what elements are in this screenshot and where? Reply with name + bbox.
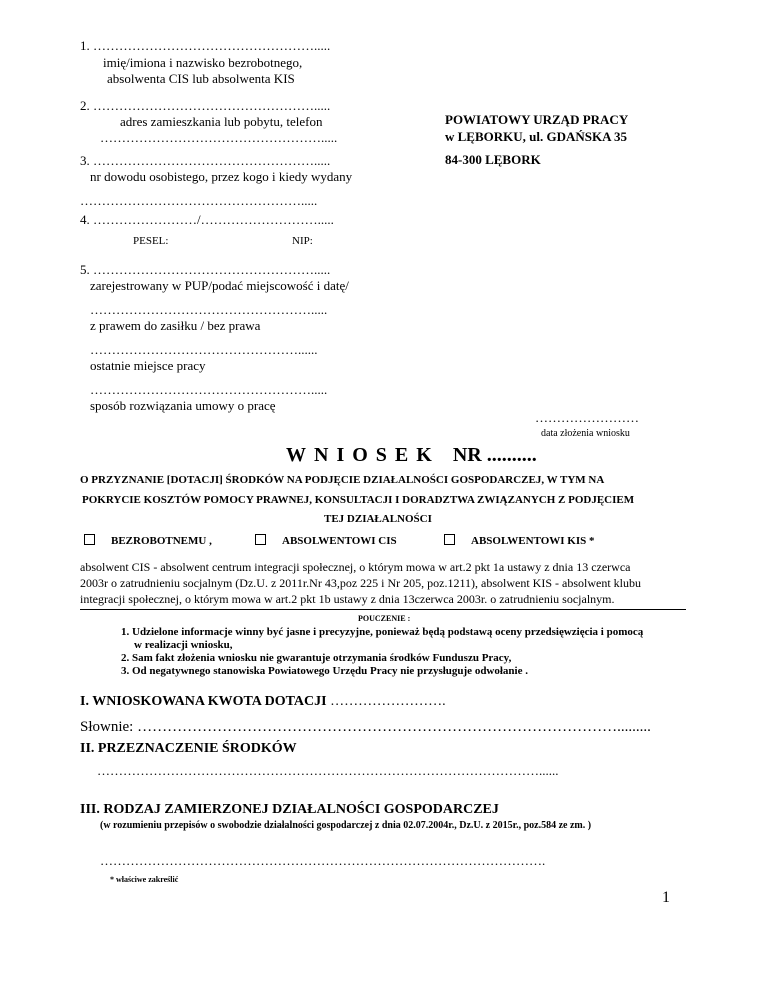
field-id-dots[interactable]: 3. ……………………………………………..... xyxy=(80,153,331,168)
section-3-heading: III. RODZAJ ZAMIERZONEJ DZIAŁALNOŚCI GOSPODARCZEJ xyxy=(80,802,499,817)
notice-point-1: 1. Udzielone informacje winny być jasne i precyzyjne, ponieważ będą podstawą oceny przedsięwzięcia i pomocą xyxy=(121,626,644,638)
checkbox-unemployed-label: BEZROBOTNEMU , xyxy=(111,535,212,547)
subtitle-line-3: TEJ DZIAŁALNOŚCI xyxy=(324,513,432,525)
form-number: NR .......... xyxy=(452,444,537,466)
notice-point-2: 2. Sam fakt złożenia wniosku nie gwarantuje otrzymania środków Funduszu Pracy, xyxy=(121,652,512,664)
field-benefit-dots[interactable]: ……………………………………………..... xyxy=(90,302,328,317)
field-name-label: imię/imiona i nazwisko bezrobotnego, xyxy=(103,55,303,70)
field-address-dots-2[interactable]: ……………………………………………..... xyxy=(100,130,338,145)
form-title xyxy=(286,444,537,467)
divider xyxy=(80,609,686,610)
nip-label: NIP: xyxy=(292,235,313,247)
field-termination-label: sposób rozwiązania umowy o pracę xyxy=(90,398,276,413)
form-title-word: WNIOSEK xyxy=(286,444,440,466)
checkbox-icon[interactable] xyxy=(444,534,455,545)
footnote: * właściwe zakreślić xyxy=(110,875,179,884)
submission-date-dots[interactable]: …………………… xyxy=(535,410,639,425)
office-name: POWIATOWY URZĄD PRACY xyxy=(445,112,629,127)
checkbox-kis-label: ABSOLWENTOWI KIS * xyxy=(471,535,595,547)
amount-in-words-field[interactable]: Słownie: ……………………………………………………………………………………......... xyxy=(80,719,651,735)
field-termination-dots[interactable]: ……………………………………………..... xyxy=(90,382,328,397)
section-1-label: I. WNIOSKOWANA KWOTA DOTACJI xyxy=(80,694,327,709)
section-1-amount-dots[interactable]: ……………………. xyxy=(330,694,446,709)
field-address-dots[interactable]: 2. ……………………………………………..... xyxy=(80,98,331,113)
office-address: w LĘBORKU, ul. GDAŃSKA 35 xyxy=(445,129,628,144)
checkbox-unemployed[interactable] xyxy=(84,534,212,547)
checkbox-cis-label: ABSOLWENTOWI CIS xyxy=(282,535,397,547)
field-pesel-nip-dots[interactable]: 4. ……………………/………………………..... xyxy=(80,212,334,227)
field-address-label: adres zamieszkania lub pobytu, telefon xyxy=(120,114,323,129)
notice-heading: POUCZENIE : xyxy=(358,614,411,623)
section-2-heading: II. PRZEZNACZENIE ŚRODKÓW xyxy=(80,741,297,756)
page-number: 1 xyxy=(662,889,670,906)
field-id-label: nr dowodu osobistego, przez kogo i kiedy wydany xyxy=(90,169,353,184)
section-1-heading xyxy=(80,694,446,710)
pesel-label: PESEL: xyxy=(133,235,169,247)
checkbox-cis[interactable] xyxy=(255,534,397,547)
subtitle-line-2: POKRYCIE KOSZTÓW POMOCY PRAWNEJ, KONSULTACJI I DORADZTWA ZWIĄZANYCH Z PODJĘCIEM xyxy=(82,494,635,506)
notice-point-1-cont: w realizacji wniosku, xyxy=(134,639,233,651)
field-name-label-2: absolwenta CIS lub absolwenta KIS xyxy=(107,71,295,86)
field-benefit-label: z prawem do zasiłku / bez prawa xyxy=(90,318,261,333)
subtitle-line-1: O PRZYZNANIE [DOTACJI] ŚRODKÓW NA PODJĘCIE DZIAŁALNOŚCI GOSPODARCZEJ, W TYM NA xyxy=(80,474,605,486)
submission-date-label: data złożenia wniosku xyxy=(541,428,630,439)
definitions-line-3: integracji społecznej, o którym mowa w art.2 pkt 1b ustawy z dnia 13czerwca 2003r. o zatrudnieniu socjalnym. xyxy=(80,592,615,606)
field-registered-dots[interactable]: 5. ……………………………………………..... xyxy=(80,262,331,277)
section-2-dots[interactable]: …………………………………………………………………………………………...... xyxy=(97,763,559,778)
notice-point-3: 3. Od negatywnego stanowiska Powiatowego Urzędu Pracy nie przysługuje odwołanie . xyxy=(121,665,528,677)
field-id-dots-2[interactable]: ……………………………………………..... xyxy=(80,193,318,208)
definitions-line-2: 2003r o zatrudnieniu socjalnym (Dz.U. z 2011r.Nr 43,poz 225 i Nr 205, poz.1211), absolwent KIS - absolwent klubu xyxy=(80,576,642,590)
office-postal: 84-300 LĘBORK xyxy=(445,152,541,167)
section-3-dots[interactable]: …………………………………………………………………………………………. xyxy=(100,853,546,868)
definitions-line-1: absolwent CIS - absolwent centrum integracji społecznej, o którym mowa w art.2 pkt 1a ustawy z dnia 13 czerwca xyxy=(80,560,631,574)
field-name-dots[interactable]: 1. ……………………………………………..... xyxy=(80,38,331,53)
section-3-note: (w rozumieniu przepisów o swobodzie działalności gospodarczej z dnia 02.07.2004r., Dz.U. z 2015r., poz.584 ze zm. ) xyxy=(100,820,592,831)
checkbox-icon[interactable] xyxy=(255,534,266,545)
checkbox-kis[interactable] xyxy=(444,534,595,547)
checkbox-icon[interactable] xyxy=(84,534,95,545)
field-registered-label: zarejestrowany w PUP/podać miejscowość i datę/ xyxy=(90,278,349,293)
field-lastjob-label: ostatnie miejsce pracy xyxy=(90,358,206,373)
field-lastjob-dots[interactable]: …………………………………………...... xyxy=(90,342,318,357)
